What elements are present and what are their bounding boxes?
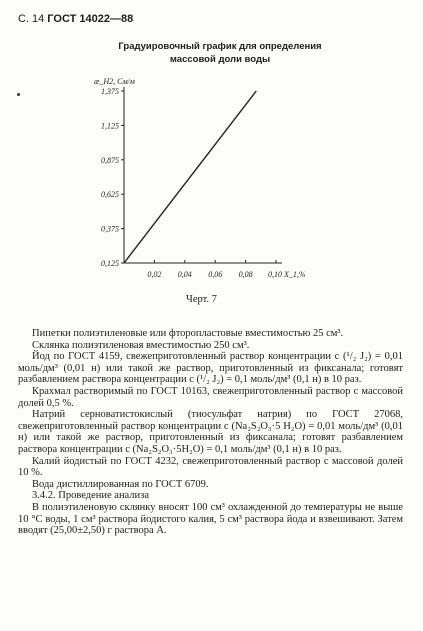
paragraph: В полиэтиленовую склянку вносят 100 см³ охлажденной до температуры не выше 10 °С воды, 1 см³ раствора йодистого калия, 5 см³ раствора йода и взвешивают. Затем вводят (25,00±2,50) г раствора А. [18,501,403,537]
paragraph: Йод по ГОСТ 4159, свежеприготовленный раствор концентрации с (¹/₂ J₂) = 0,01 моль/дм³ (0,01 н) или такой же раствор, приготовленный из фиксанала; готовят разбавлением раствора концентрации с (¹/₂ J₂) = 0,1 моль/дм³ (0,1 н) в 10 раз. [18,351,403,386]
x-tick-label: 0,04 [177,270,192,279]
calibration-chart [0,0,423,300]
y-tick-label: 0,875 [101,155,119,165]
y-tick-label: 0,625 [101,190,119,200]
x-axis-label: 0,10 X_1,% [268,270,306,279]
x-tick-label: 0,02 [147,270,162,279]
y-tick-label: 1,375 [101,87,119,96]
y-axis-label: æ_H2, См/м [94,77,135,86]
calibration-line [124,91,256,263]
figure-caption: Черт. 7 [186,294,217,305]
chart-title-line-1: Градуировочный график для определения [118,41,322,52]
chart-title-line-2: массовой доли воды [169,54,271,65]
x-tick-label: 0,06 [208,270,223,279]
standard-number: ГОСТ 14022—88 [47,13,134,25]
x-tick-label: 0,08 [238,270,253,279]
paragraph: Натрий серноватистокислый (тиосульфат натрия) по ГОСТ 27068, свежеприготовленный раствор концентрации с (Na₂S₂O₃·5 H₂O) = 0,01 моль/дм³ (0,01 н) или такой же раствор, приготовленный из фиксанала; готовят разбавлением раствора концентрации с (Na₂S₂O₃·5H₂O) = 0,1 моль/дм³ (0,1 н) в 10 раз. [18,409,403,455]
paragraph: Калий йодистый по ГОСТ 4232, свежеприготовленный раствор с массовой долей 10 %. [18,455,403,479]
body-text [18,328,403,537]
paragraph: 3.4.2. Проведение анализа [32,490,149,502]
paragraph: Вода дистиллированная по ГОСТ 6709. [32,478,209,490]
paragraph: Крахмал растворимый по ГОСТ 10163, свежеприготовленный раствор с массовой долей 0,5 %. [18,385,403,409]
y-tick-label: 0,375 [101,224,119,234]
y-tick-label: 1,125 [101,121,119,131]
y-tick-label: 0,125 [101,259,119,268]
paragraph: Склянка полиэтиленовая вместимостью 250 см³. [32,339,250,351]
paragraph: Пипетки полиэтиленовые или фторопластовые вместимостью 25 см³. [32,328,344,339]
page-number: С. 14 [18,13,45,25]
